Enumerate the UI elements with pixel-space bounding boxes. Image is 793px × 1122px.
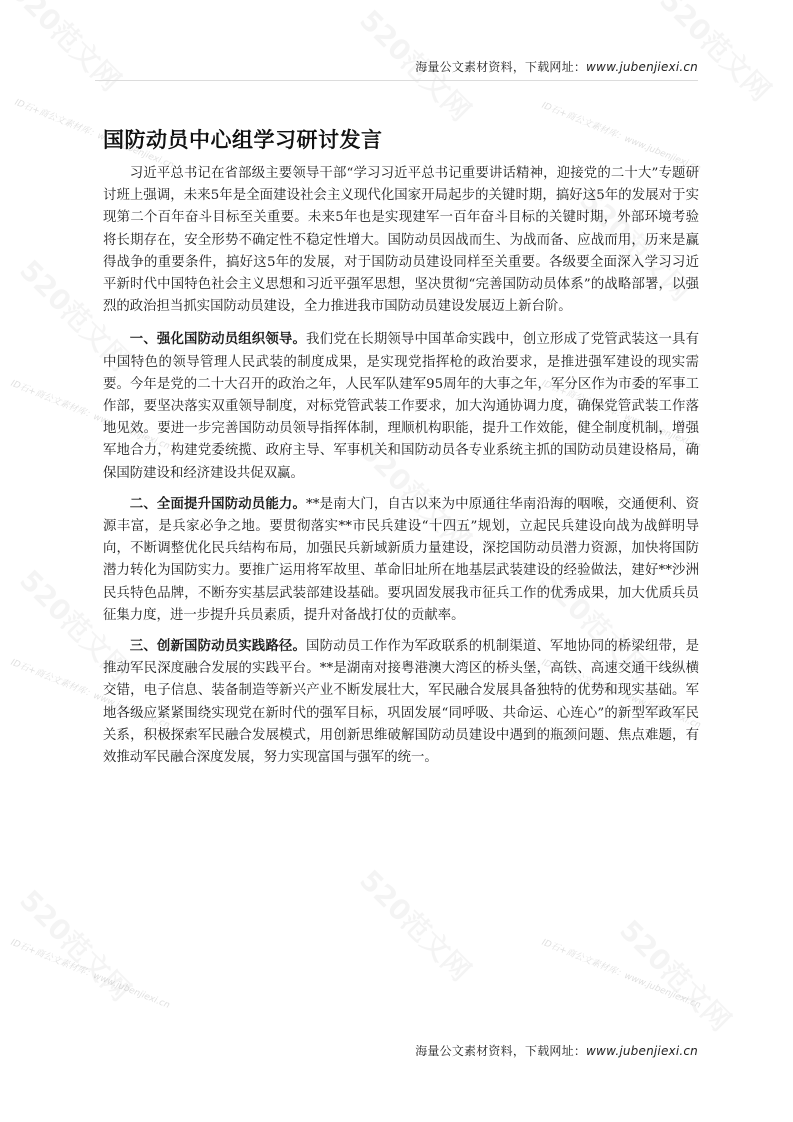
section-paragraph	[103, 494, 699, 627]
watermark-large	[352, 860, 481, 989]
watermark-small: ID石+商公文素材库：www.jubenjiexi.cn	[13, 97, 175, 171]
document-body	[103, 163, 699, 778]
watermark-small: ID石+商公文素材库：www.jubenjiexi.cn	[540, 378, 702, 452]
page-header	[415, 58, 698, 75]
watermark-small: ID石+商公文素材库：www.jubenjiexi.cn	[540, 937, 702, 1011]
section-heading: 一、强化国防动员组织领导。	[129, 332, 307, 348]
footer-label: 海量公文素材资料，下载网址：	[415, 1044, 587, 1058]
watermark-large	[612, 910, 741, 1039]
document-title: 国防动员中心组学习研讨发言	[103, 128, 383, 152]
header-divider	[95, 80, 698, 81]
section-text: **是南大门，自古以来为中原通往华南沿海的咽喉，交通便利、资源丰富，是兵家必争之地。要贯彻落实**市民兵建设“十四五”规划，立起民兵建设向战为战鲜明导向，不断调整优化民兵结构布局，加强民兵新域新质力量建设，深挖国防动员潜力资源，加快将国防潜力转化为国防实力。要推广运用将军故里、革命旧址所在地基层武装建设的经验做法，建好**沙洲民兵特色品牌，不断夯实基层武装部建设基础。要巩固发展我市征兵工作的优秀成果，加大优质兵员征集力度，进一步提升兵员素质，提升对备战打仗的贡献率。	[103, 496, 699, 623]
watermark-small: ID石+商公文素材库：www.jubenjiexi.cn	[540, 100, 702, 174]
watermark-small: ID石+商公文素材库：www.jubenjiexi.cn	[9, 378, 171, 452]
watermark-small: ID石+商公文素材库：www.jubenjiexi.cn	[540, 657, 702, 731]
header-label: 海量公文素材资料，下载网址：	[415, 60, 587, 74]
section-heading: 三、创新国防动员实践路径。	[129, 639, 307, 655]
section-text: 我们党在长期领导中国革命实践中，创立形成了党管武装这一具有中国特色的领导管理人民武装的制度成果，是实现党指挥枪的政治要求，是推进强军建设的现实需要。今年是党的二十大召开的政治之年，人民军队建军95周年的大事之年，军分区作为市委的军事工作部，要坚决落实双重领导制度，对标党管武装工作要求，加大沟通协调力度，确保党管武装工作落地见效。要进一步完善国防动员领导指挥体制，理顺机构职能，提升工作效能，健全制度机制，增强军地合力，构建党委统揽、政府主导、军事机关和国防动员各专业系统主抓的国防动员建设格局，确保国防建设和经济建设共促双赢。	[103, 332, 699, 481]
footer-url[interactable]: www.jubenjiexi.cn	[586, 1044, 698, 1058]
intro-paragraph: 习近平总书记在省部级主要领导干部“学习习近平总书记重要讲话精神，迎接党的二十大”专题研讨班上强调，未来5年是全面建设社会主义现代化国家开局起步的关键时期，搞好这5年的发展对于实现第二个百年奋斗目标至关重要。未来5年也是实现建军一百年奋斗目标的关键时期，外部环境考验将长期存在，安全形势不确定性不稳定性增大。国防动员因战而生、为战而备、应战而用，历来是赢得战争的重要条件，搞好这5年的发展，对于国防动员建设同样至关重要。各级要全面深入学习习近平新时代中国特色社会主义思想和习近平强军思想，坚决贯彻“完善国防动员体系”的战略部署，以强烈的政治担当抓实国防动员建设，全力推进我市国防动员建设发展迈上新台阶。	[103, 166, 699, 315]
section-paragraph	[103, 329, 699, 484]
watermark-large	[12, 880, 141, 1009]
watermark-small: ID石+商公文素材库：www.jubenjiexi.cn	[9, 937, 171, 1011]
watermark-large	[2, 0, 131, 99]
watermark-small: ID石+商公文素材库：www.jubenjiexi.cn	[9, 657, 171, 731]
header-url[interactable]: www.jubenjiexi.cn	[586, 60, 698, 74]
section-paragraph	[103, 636, 699, 769]
page-footer	[415, 1042, 698, 1059]
watermark-large	[652, 0, 781, 109]
section-text: 国防动员工作作为军政联系的机制渠道、军地协同的桥梁纽带，是推动军民深度融合发展的实践平台。**是湖南对接粤港澳大湾区的桥头堡，高铁、高速交通干线纵横交错，电子信息、装备制造等新兴产业不断发展壮大，军民融合发展具备独特的优势和现实基础。军地各级应紧紧围绕实现党在新时代的强军目标，巩固发展“同呼吸、共命运、心连心”的新型军政军民关系，积极探索军民融合发展模式，用创新思维破解国防动员建设中遇到的瓶颈问题、焦点难题，有效推动军民融合深度发展，努力实现富国与强军的统一。	[103, 639, 699, 766]
section-heading: 二、全面提升国防动员能力。	[129, 496, 307, 512]
